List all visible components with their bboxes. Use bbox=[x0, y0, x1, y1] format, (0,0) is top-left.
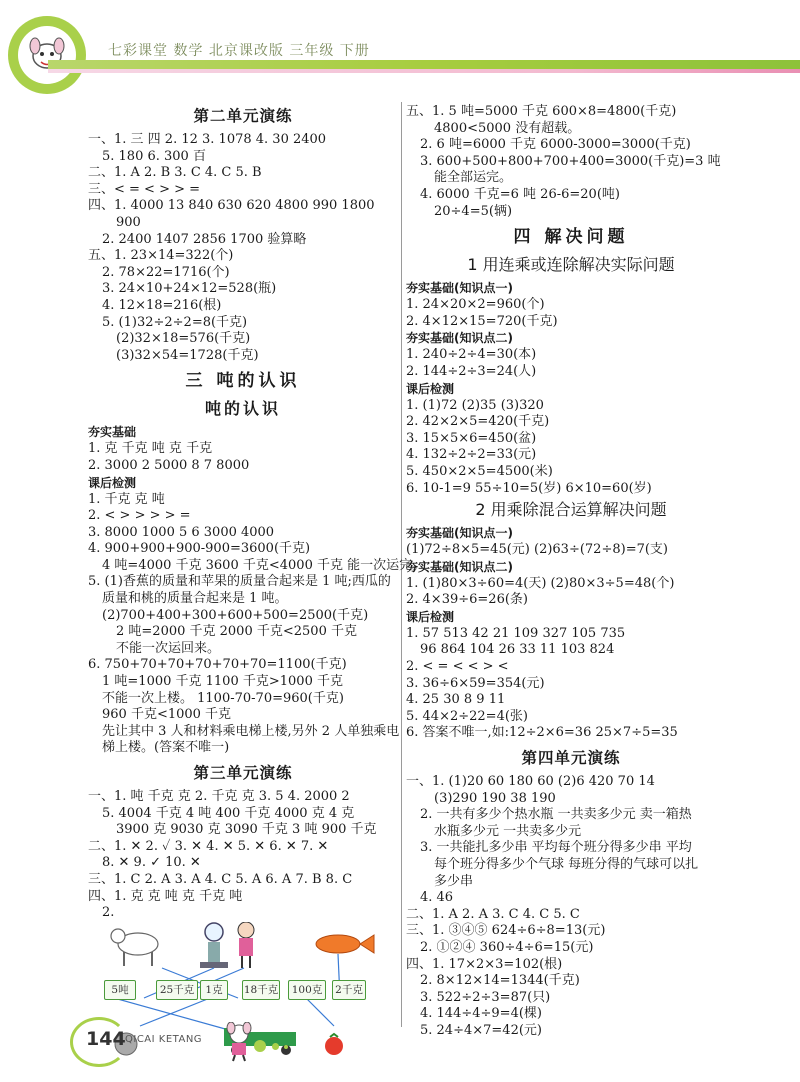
header-bar-accent bbox=[48, 69, 800, 73]
answer-line: 4. 6000 千克=6 吨 26-6=20(吨) bbox=[420, 186, 620, 202]
answer-line: 2. 3000 2 5000 8 7 8000 bbox=[88, 457, 250, 473]
section-label: 课后检测 bbox=[88, 475, 137, 490]
answer-line: 1. 千克 克 吨 bbox=[88, 491, 165, 507]
answer-line: 一、1. 三 四 2. 12 3. 1078 4. 30 2400 bbox=[88, 132, 327, 147]
weight-box: 2千克 bbox=[332, 980, 366, 1000]
tomato-icon bbox=[325, 1034, 343, 1055]
answer-line: 2. ①②④ 360÷4÷6=15(元) bbox=[420, 939, 594, 955]
answer-line: 5. 24÷4×7=42(元) bbox=[420, 1022, 542, 1038]
answer-line: 不能一次运回来。 bbox=[116, 640, 221, 656]
answer-line: 一、1. (1)20 60 180 60 (2)6 420 70 14 bbox=[406, 774, 655, 790]
answer-line: 2. 6 吨=6000 千克 6000-3000=3000(千克) bbox=[420, 137, 691, 153]
unit4-title: 第四单元演练 bbox=[521, 749, 621, 768]
footer-dot bbox=[254, 1040, 266, 1052]
header-title: 七彩课堂 数学 北京课改版 三年级 下册 bbox=[108, 43, 370, 59]
answer-line: 2. 4×39÷6=26(条) bbox=[406, 592, 528, 608]
answer-line: 2. 4×12×15=720(千克) bbox=[406, 313, 558, 329]
answer-line: 3. 600+500+800+700+400=3000(千克)=3 吨 bbox=[420, 153, 721, 169]
answer-line: (3)290 190 38 190 bbox=[434, 790, 556, 806]
answer-line: 5. 180 6. 300 百 bbox=[102, 148, 206, 164]
answer-line: 三、< = < > > = bbox=[88, 181, 201, 197]
answer-line: 1. 240÷2÷4=30(本) bbox=[406, 347, 537, 363]
answer-line: 不能一次上楼。 1100-70-70=960(千克) bbox=[102, 690, 344, 706]
answer-line: 6. 答案不唯一,如:12÷2×6=36 25×7÷5=35 bbox=[406, 725, 678, 741]
answer-line: 2. 2400 1407 2856 1700 验算略 bbox=[102, 231, 307, 247]
answer-line: 3. 一共能扎多少串 平均每个班分得多少串 平均 bbox=[420, 840, 692, 856]
answer-line: 二、1. A 2. B 3. C 4. C 5. B bbox=[88, 165, 262, 181]
answer-line: 2. 144÷2÷3=24(人) bbox=[406, 363, 537, 379]
answer-line: 8. ✕ 9. ✓ 10. ✕ bbox=[102, 855, 201, 871]
answer-line: 2. 8×12×14=1344(千克) bbox=[420, 973, 580, 989]
answer-line: 二、1. A 2. A 3. C 4. C 5. C bbox=[406, 906, 580, 922]
fish-icon bbox=[316, 935, 374, 953]
answer-line: 四、1. 克 克 吨 克 千克 吨 bbox=[88, 888, 243, 904]
answer-line: 五、1. 23×14=322(个) bbox=[88, 248, 234, 264]
answer-line: 2. 一共有多少个热水瓶 一共卖多少元 卖一箱热 bbox=[420, 807, 692, 823]
answer-line: 5. 450×2×5=4500(米) bbox=[406, 463, 553, 479]
answer-line: 四、1. 4000 13 840 630 620 4800 990 1800 bbox=[88, 198, 375, 214]
answer-line: 3. 36÷6×59=354(元) bbox=[406, 675, 545, 691]
mascot-footer-icon bbox=[222, 1022, 256, 1066]
answer-line: 2. 42×2×5=420(千克) bbox=[406, 414, 550, 430]
answer-line: 900 bbox=[116, 214, 141, 230]
answer-line: 2. < > > > > = bbox=[88, 508, 191, 524]
answer-line: 2. < = < < > < bbox=[406, 659, 509, 675]
section-label: 夯实基础 bbox=[88, 425, 137, 440]
answer-line: (2)32×18=576(千克) bbox=[116, 331, 251, 347]
footer-dot bbox=[272, 1043, 279, 1050]
answer-line: 能全部运完。 bbox=[434, 170, 513, 186]
answer-line: 2 吨=2000 千克 2000 千克<2500 千克 bbox=[116, 624, 357, 640]
answer-line: 多少串 bbox=[434, 873, 474, 889]
answer-line: 质量和桃的质量合起来是 1 吨。 bbox=[102, 591, 288, 607]
answer-line: 5. (1)32÷2÷2=8(千克) bbox=[102, 314, 248, 330]
answer-line: 3. 522÷2÷3=87(只) bbox=[420, 989, 551, 1005]
answer-line: 二、1. ✕ 2. ✓ 3. ✕ 4. ✕ 5. ✕ 6. ✕ 7. ✕ bbox=[88, 838, 329, 854]
answer-line: 梯上楼。(答案不唯一) bbox=[102, 740, 230, 756]
weight-box: 1克 bbox=[200, 980, 228, 1000]
answer-line: 6. 10-1=9 55÷10=5(岁) 6×10=60(岁) bbox=[406, 480, 652, 496]
answer-line: 960 千克<1000 千克 bbox=[102, 707, 232, 723]
answer-line: 三、1. C 2. A 3. A 4. C 5. A 6. A 7. B 8. C bbox=[88, 871, 353, 887]
mascot-logo-icon bbox=[18, 26, 76, 84]
answer-line: 1. 克 千克 吨 克 千克 bbox=[88, 441, 213, 457]
answer-line: 4 吨=4000 千克 3600 千克<4000 千克 能一次运完。 bbox=[102, 557, 426, 573]
section-label: 夯实基础(知识点二) bbox=[406, 559, 513, 574]
section-label: 课后检测 bbox=[406, 609, 455, 624]
answer-line: 20÷4=5(辆) bbox=[434, 203, 513, 219]
answer-line: 3900 克 9030 克 3090 千克 3 吨 900 千克 bbox=[116, 822, 377, 838]
answer-line: 5. (1)香蕉的质量和苹果的质量合起来是 1 吨;西瓜的 bbox=[88, 574, 391, 590]
answer-line: 4800<5000 没有超载。 bbox=[434, 120, 581, 136]
answer-line: 2. bbox=[102, 905, 115, 921]
weight-box: 5吨 bbox=[104, 980, 136, 1000]
answer-line: 三、1. ③④⑤ 624÷6÷8=13(元) bbox=[406, 923, 606, 939]
answer-line: 3. 24×10+24×12=528(瓶) bbox=[102, 281, 277, 297]
answer-line: 6. 750+70+70+70+70+70=1100(千克) bbox=[88, 657, 347, 673]
right-column bbox=[406, 104, 736, 1040]
answer-line: 4. 46 bbox=[420, 890, 454, 906]
answer-line: (2)700+400+300+600+500=2500(千克) bbox=[102, 607, 369, 623]
answer-line: 2. 78×22=1716(个) bbox=[102, 264, 230, 280]
goat-icon bbox=[111, 929, 158, 966]
section-label: 夯实基础(知识点一) bbox=[406, 526, 513, 541]
unit2-title: 第二单元演练 bbox=[193, 107, 293, 125]
answer-line: 先让其中 3 人和材料乘电梯上楼,另外 2 人单独乘电 bbox=[102, 723, 400, 739]
answer-line: 每个班分得多少个气球 每班分得的气球可以扎 bbox=[434, 857, 699, 872]
answer-line: 4. 132÷2÷2=33(元) bbox=[406, 447, 537, 463]
answer-line: 96 864 104 26 33 11 103 824 bbox=[420, 642, 615, 658]
answer-line: 水瓶多少元 一共卖多少元 bbox=[434, 823, 582, 839]
scale-icon bbox=[200, 923, 228, 968]
answer-line: 4. 144÷4÷9=4(棵) bbox=[420, 1006, 542, 1022]
answer-line: 3. 8000 1000 5 6 3000 4000 bbox=[88, 524, 275, 540]
footer-dot bbox=[284, 1045, 288, 1049]
left-column bbox=[88, 100, 426, 1062]
answer-line: 五、1. 5 吨=5000 千克 600×8=4800(千克) bbox=[406, 104, 677, 119]
section2-title: 2 用乘除混合运算解决问题 bbox=[475, 500, 667, 520]
weight-box: 18千克 bbox=[242, 980, 280, 1000]
section-label: 夯实基础(知识点一) bbox=[406, 281, 513, 296]
header-bar bbox=[48, 60, 800, 69]
answer-line: 1 吨=1000 千克 1100 千克>1000 千克 bbox=[102, 674, 343, 690]
chapter3-subtitle: 吨的认识 bbox=[204, 399, 281, 419]
answer-line: 4. 25 30 8 9 11 bbox=[406, 692, 506, 708]
answer-line: 4. 900+900+900-900=3600(千克) bbox=[88, 541, 311, 557]
section-label: 夯实基础(知识点二) bbox=[406, 331, 513, 346]
answer-line: 4. 12×18=216(根) bbox=[102, 297, 222, 313]
chapter4-title: 四 解决问题 bbox=[513, 227, 629, 248]
answer-line: 1. 24×20×2=960(个) bbox=[406, 297, 545, 313]
section-label: 课后检测 bbox=[406, 381, 455, 396]
answer-line: (3)32×54=1728(千克) bbox=[116, 347, 259, 363]
answer-line: 一、1. 吨 千克 克 2. 千克 克 3. 5 4. 2000 2 bbox=[88, 789, 350, 804]
answer-line: 1. (1)72 (2)35 (3)320 bbox=[406, 397, 544, 413]
answer-line: (1)72÷8×5=45(元) (2)63÷(72÷8)=7(支) bbox=[406, 542, 668, 558]
answer-line: 1. 57 513 42 21 109 327 105 735 bbox=[406, 625, 626, 641]
weight-box: 25千克 bbox=[156, 980, 198, 1000]
girl-icon bbox=[238, 922, 254, 968]
answer-line: 1. (1)80×3÷60=4(天) (2)80×3÷5=48(个) bbox=[406, 575, 675, 591]
answer-line: 3. 15×5×6=450(盆) bbox=[406, 430, 537, 446]
weight-box: 100克 bbox=[288, 980, 326, 1000]
chapter3-title: 三 吨的认识 bbox=[185, 371, 301, 392]
unit3-title: 第三单元演练 bbox=[193, 764, 293, 782]
answer-line: 5. 4004 千克 4 吨 400 千克 4000 克 4 克 bbox=[102, 805, 355, 821]
answer-line: 5. 44×2÷22=4(张) bbox=[406, 708, 528, 724]
section1-title: 1 用连乘或连除解决实际问题 bbox=[467, 255, 675, 275]
footer-brand: QICAI KETANG bbox=[125, 1034, 203, 1045]
page-number: 144 bbox=[86, 1028, 126, 1050]
answer-line: 四、1. 17×2×3=102(根) bbox=[406, 956, 563, 972]
